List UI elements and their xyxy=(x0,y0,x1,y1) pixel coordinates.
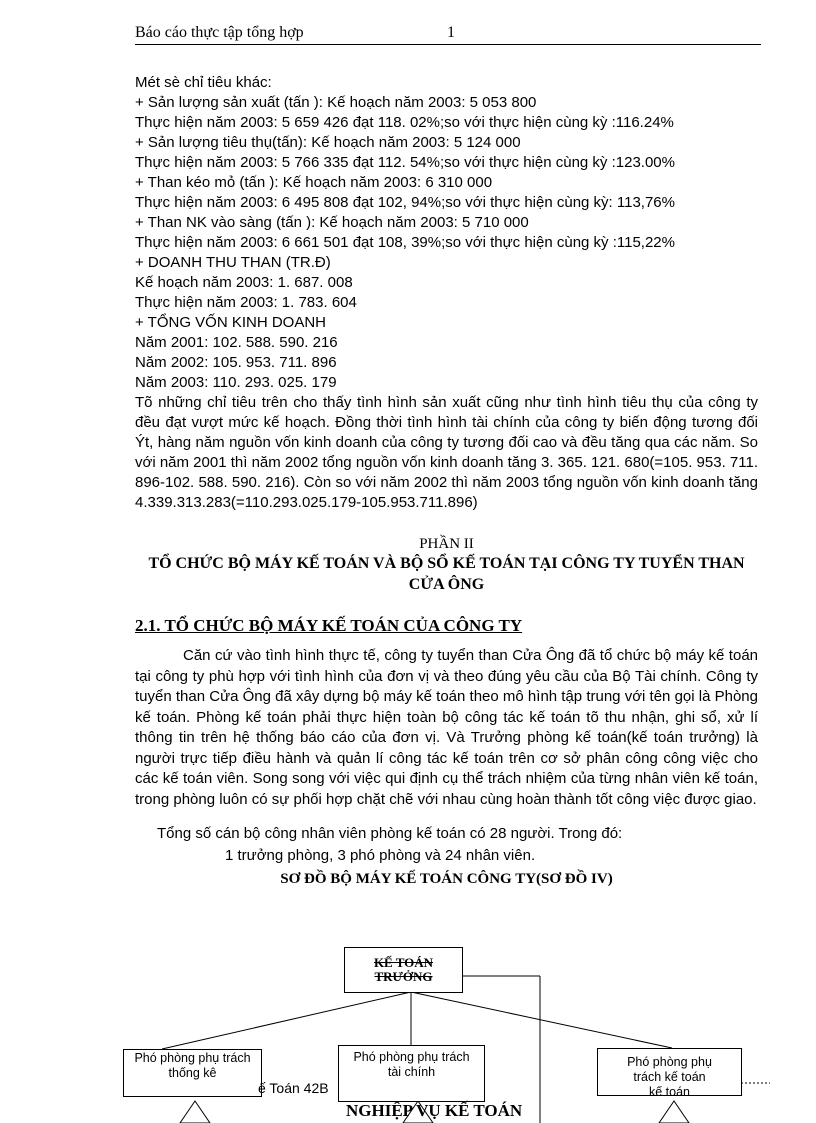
deputy-finance-label: Phó phòng phụ trách xyxy=(353,1050,470,1064)
footer-heading: NGHIỆP VỤ KẾ TOÁN xyxy=(346,1101,523,1120)
deputy-statistics-box xyxy=(123,1049,262,1097)
diagram-title: SƠ ĐỒ BỘ MÁY KẾ TOÁN CÔNG TY(SƠ ĐỒ IV) xyxy=(280,871,613,887)
deputy-accounting-label-2: trách kế toán xyxy=(633,1070,706,1084)
deputy-accounting-label: Phó phòng phụ xyxy=(627,1055,712,1069)
chief-accountant-box xyxy=(344,947,463,993)
text-line: Thực hiện năm 2003: 5 659 426 đạt 118. 02%;so với thực hiện cùng kỳ :116.24% xyxy=(135,114,674,131)
footer-class-label: ế Toán 42B xyxy=(258,1080,329,1096)
staff-breakdown-line: 1 trưởng phòng, 3 phó phòng và 24 nhân viên. xyxy=(225,847,536,864)
text-line: Thực hiện năm 2003: 6 661 501 đạt 108, 39%;so với thực hiện cùng kỳ :115,22% xyxy=(135,234,675,251)
deputy-accounting-label-3: kế toán xyxy=(648,1085,690,1096)
text-line: Năm 2001: 102. 588. 590. 216 xyxy=(135,334,338,351)
header-title: Báo cáo thực tập tổng hợp xyxy=(135,24,304,41)
deputy-statistics-label-2: thống kê xyxy=(168,1066,217,1080)
deputy-accounting-box xyxy=(597,1048,742,1096)
deputy-statistics-label: Phó phòng phụ trách xyxy=(134,1051,251,1065)
text-line: Thực hiện năm 2003: 6 495 808 đạt 102, 94%;so với thực hiện cùng kỳ: 113,76% xyxy=(135,194,675,211)
part-label: PHẦN II xyxy=(419,536,474,552)
text-line: Năm 2002: 105. 953. 711. 896 xyxy=(135,354,337,371)
summary-paragraph: Tõ những chỉ tiêu trên cho thấy tình hình sản xuất cũng như tình hình tiêu thụ của công ty đều đạt vượt mức kế hoạch. Đồng thời tình hình tài chính của công ty biến động tương đối Ýt, hàng năm nguồn vốn kinh doanh của công ty tương đối cao và đều tăng qua các năm. So với năm 2001 thì năm 2002 tổng nguồn vốn kinh doanh tăng 3. 365. 121. 680(=105. 953. 711. 896-102. 588. 590. 216). Còn so với năm 2002 thì năm 2003 tổng nguồn vốn kinh doanh tăng 4.339.313.283(=110.293.025.179-105.953.711.896) xyxy=(135,394,758,511)
text-line: + DOANH THU THAN (TR.Đ) xyxy=(135,254,331,271)
section-paragraph: Căn cứ vào tình hình thực tế, công ty tuyển than Cửa Ông đã tổ chức bộ máy kế toán tại công ty phù hợp với tình hình của đơn vị và theo đúng yêu cầu của Bộ Tài chính. Công ty tuyển than Cửa Ông đã xây dựng bộ máy kế toán theo mô hình tập trung với tên gọi là Phòng kế toán. Phòng kế toán phải thực hiện toàn bộ công tác kế toán tõ thu nhận, ghi sổ, xử lí thông tin trên hệ thống báo cáo của đơn vị. Và Trưởng phòng kế toán(kế toán trưởng) là người trực tiếp điều hành và quản lí công tác kế toán trên cơ sở phân công công việc cho các kế toán viên. Song song với việc qui định cụ thể trách nhiệm của từng nhân viên kế toán, trong phòng luôn có sự phối hợp chặt chẽ với nhau cùng hoàn thành tốt công việc được giao. xyxy=(135,647,758,808)
staff-count-line: Tổng số cán bộ công nhân viên phòng kế toán có 28 người. Trong đó: xyxy=(157,825,623,842)
text-line: Mét sè chỉ tiêu khác: xyxy=(135,74,272,91)
text-line: + Sản lượng sản xuất (tấn ): Kế hoạch năm 2003: 5 053 800 xyxy=(135,94,537,111)
text-line: Thực hiện năm 2003: 5 766 335 đạt 112. 54%;so với thực hiện cùng kỳ :123.00% xyxy=(135,154,675,171)
section-title: 2.1. TỔ CHỨC BỘ MÁY KẾ TOÁN CỦA CÔNG TY xyxy=(135,616,523,635)
page-number: 1 xyxy=(447,24,455,41)
text-line: + Sản lượng tiêu thụ(tấn): Kế hoạch năm 2003: 5 124 000 xyxy=(135,134,521,151)
text-line: + Than NK vào sàng (tấn ): Kế hoạch năm 2003: 5 710 000 xyxy=(135,214,529,231)
part-title: TỔ CHỨC BỘ MÁY KẾ TOÁN VÀ BỘ SỔ KẾ TOÁN TẠI CÔNG TY TUYỂN THAN CỬA ÔNG xyxy=(148,555,745,593)
text-line: Thực hiện năm 2003: 1. 783. 604 xyxy=(135,294,357,311)
deputy-finance-label-2: tài chính xyxy=(387,1065,436,1079)
chief-accountant-label: KẾ TOÁN xyxy=(373,955,434,970)
text-line: Năm 2003: 110. 293. 025. 179 xyxy=(135,374,337,391)
chief-accountant-label-2: TRƯỞNG xyxy=(374,969,433,984)
text-line: + TỔNG VỐN KINH DOANH xyxy=(135,314,327,331)
text-line: + Than kéo mỏ (tấn ): Kế hoạch năm 2003: 6 310 000 xyxy=(135,174,493,191)
text-line: Kế hoạch năm 2003: 1. 687. 008 xyxy=(135,274,353,291)
deputy-finance-box xyxy=(338,1045,485,1102)
